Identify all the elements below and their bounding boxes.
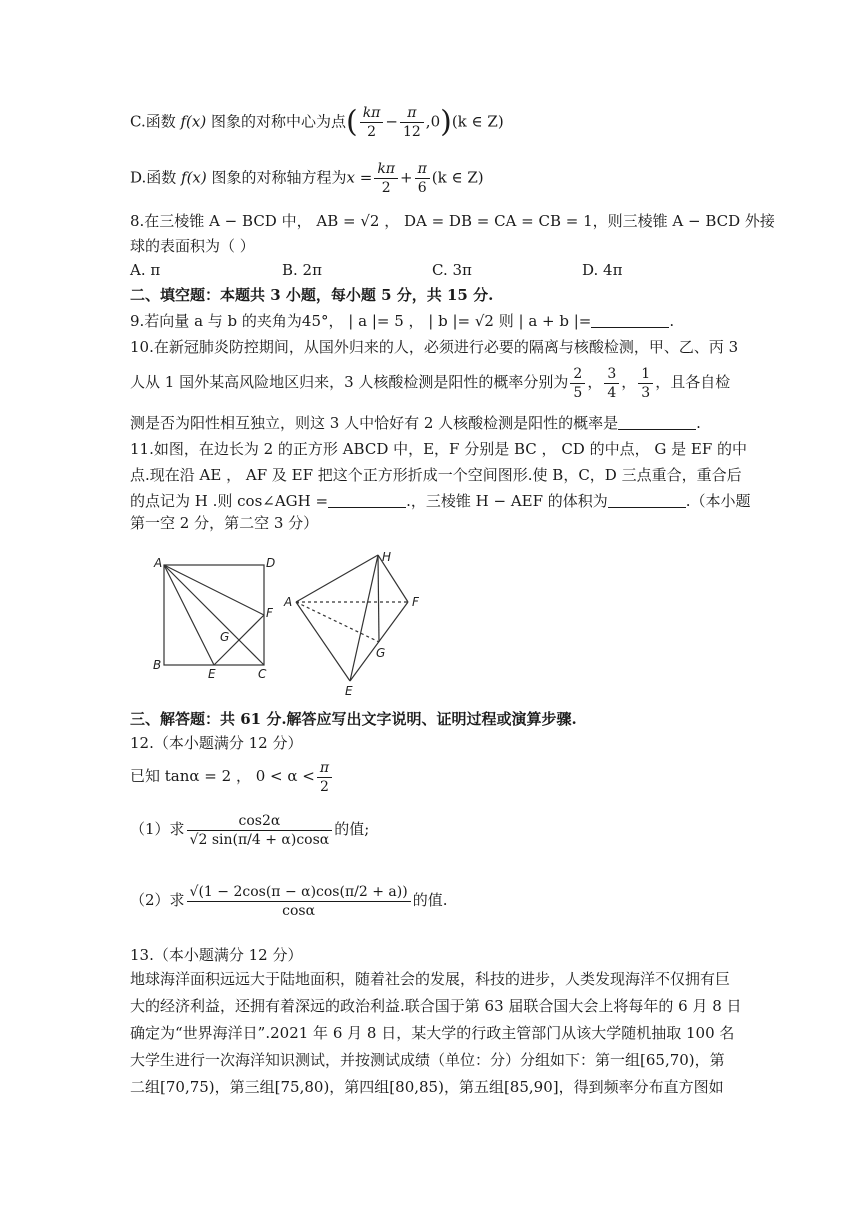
label-b: B (153, 658, 162, 672)
q12-part1: （1）求 $\frac{\cos 2\alpha}{√2 \sin(\pi/4 + \alpha)\cos\alpha}$ 的值; (130, 812, 370, 848)
section3-heading: 三、解答题：共 61 分.解答应写出文字说明、证明过程或演算步骤. (130, 710, 577, 728)
q11-line4: 第一空 2 分，第二空 3 分） (130, 514, 319, 532)
label-d: D (266, 556, 276, 570)
tetrahedron-figure (296, 555, 408, 681)
square-labels (153, 556, 275, 681)
label-a: A (154, 556, 163, 570)
q11-line2: 点.现在沿 AE ， AF 及 EF 把这个正方形折成一个空间图形.使 B，C，D 三点重合，重合后 (130, 466, 742, 484)
q11-line1: 11.如图，在边长为 2 的正方形 ABCD 中，E，F 分别是 BC ， CD 的中点， G 是 EF 的中 (130, 440, 748, 458)
label-f: F (266, 606, 273, 620)
q8-option-a: A. π (130, 261, 161, 279)
q11-blank-1 (328, 493, 406, 508)
label-a2: A (284, 595, 293, 609)
label-f2: F (412, 595, 419, 609)
label-e2: E (345, 684, 353, 698)
edge-ah (296, 555, 378, 602)
q13-line3: 确定为“世界海洋日”.2021 年 6 月 8 日，某大学的行政主管部门从该大学随机抽取 100 名 (130, 1024, 735, 1042)
q8-line1: 8.在三棱锥 A − BCD 中， AB = √2 ， DA = DB = CA = CB = 1，则三棱锥 A − BCD 外接 (130, 212, 775, 230)
q9-blank (591, 313, 669, 328)
segment-ag (164, 565, 239, 640)
q10-line1: 10.在新冠肺炎防控期间，从国外归来的人，必须进行必要的隔离与核酸检测，甲、乙、丙 3 (130, 338, 739, 356)
q11-blank-2 (608, 493, 686, 508)
q10-line2: 人从 1 国外某高风险地区归来，3 人核酸检测是阳性的概率分别为 $\frac{2}{5}$ ， $\frac{3}{4}$ ， $\frac{1}{3}$ ，且各自检 (130, 365, 731, 401)
edge-ae (296, 602, 350, 681)
q8-line2: 球的表面积为（ ） (130, 237, 255, 255)
segment-gc (239, 640, 264, 665)
q11-figure (150, 545, 440, 703)
label-h: H (382, 550, 392, 564)
label-g2: G (376, 646, 386, 660)
q13-heading: 13.（本小题满分 12 分） (130, 946, 303, 964)
q12-heading: 12.（本小题满分 12 分） (130, 734, 303, 752)
segment-af (164, 565, 264, 615)
square-figure (164, 565, 264, 665)
q10-line3: 测是否为阳性相互独立，则这 3 人中恰好有 2 人核酸检测是阳性的概率是 . (130, 414, 701, 432)
q8-option-b: B. 2π (282, 261, 322, 279)
q9: 9.若向量 a 与 b 的夹角为45°， | a |= 5 ， | b |= √2 则 | a + b |= . (130, 312, 675, 330)
segment-ae (164, 565, 214, 665)
q11-line3: 的点记为 H .则 cos∠AGH = .，三棱锥 H − AEF 的体积为 .（本小题 (130, 492, 751, 510)
q12-part2: （2）求 $\frac{√(1 - 2\cos(\pi - \alpha)\cos(\pi/2 + a))}{\cos\alpha}$ 的值. (130, 883, 448, 919)
q13-line4: 大学生进行一次海洋知识测试，并按测试成绩（单位：分）分组如下：第一组[65,70)，第 (130, 1051, 725, 1069)
q7-option-d: D.函数 f(x) 图象的对称轴方程为x = $\frac{k\pi}{2}$ + $\frac{\pi}{6}$ (k ∈ Z) (130, 161, 484, 196)
q8-option-c: C. 3π (432, 261, 472, 279)
q13-line2: 大的经济利益，还拥有着深远的政治利益.联合国于第 63 届联合国大会上将每年的 6 月 8 日 (130, 997, 742, 1015)
q13-line5: 二组[70,75)，第三组[75,80)，第四组[80,85)，第五组[85,90]，得到频率分布直方图如 (130, 1078, 724, 1096)
edge-hg (378, 555, 379, 642)
label-g: G (220, 630, 230, 644)
q10-blank (618, 415, 696, 430)
section2-heading: 二、填空题：本题共 3 小题，每小题 5 分，共 15 分. (130, 286, 494, 304)
q13-line1: 地球海洋面积远远大于陆地面积，随着社会的发展，科技的进步，人类发现海洋不仅拥有巨 (130, 970, 731, 988)
q7-option-c: C.函数 f(x) 图象的对称中心为点( $\frac{k\pi}{2}$ − $\frac{\pi}{12}$ ,0)(k ∈ Z) (130, 104, 504, 140)
label-e: E (208, 667, 216, 681)
q8-option-d: D. 4π (582, 261, 623, 279)
label-c: C (258, 667, 267, 681)
q12-given: 已知 tanα = 2 ， 0 < α < $\frac{\pi}{2}$ (130, 756, 730, 796)
